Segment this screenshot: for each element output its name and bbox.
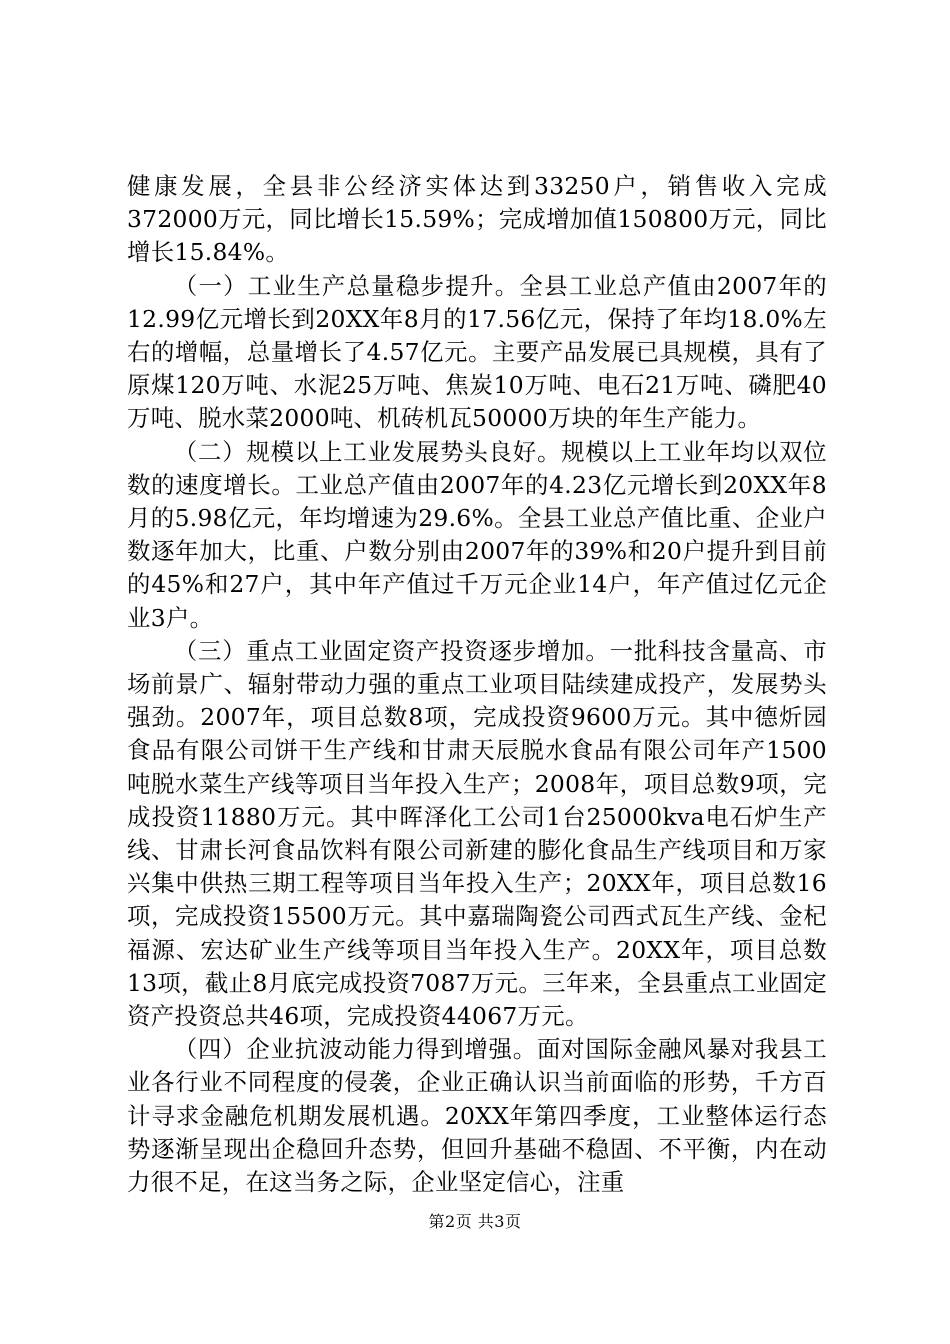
page-footer: 第2页 共3页 (428, 1212, 522, 1231)
paragraph-fixed-asset-investment: （三）重点工业固定资产投资逐步增加。一批科技含量高、市场前景广、辐射带动力强的重点工业项目陆续建成投产，发展势头强劲。2007年，项目总数8项，完成投资9600万元。其中德炘园食品有限公司饼干生产线和甘肃天辰脱水食品有限公司年产1500吨脱水菜生产线等项目当年投入生产；2008年，项目总数9项，完成投资11880万元。其中晖泽化工公司1台25000kva电石炉生产线、甘肃长河食品饮料有限公司新建的膨化食品生产线项目和万家兴集中供热三期工程等项目当年投入生产；20XX年，项目总数16项，完成投资15500万元。其中嘉瑞陶瓷公司西式瓦生产线、金杞福源、宏达矿业生产线等项目当年投入生产。20XX年，项目总数13项，截止8月底完成投资7087万元。三年来，全县重点工业固定资产投资总共46项，完成投资44067万元。 (127, 636, 827, 1031)
paragraph-large-scale-industry: （二）规模以上工业发展势头良好。规模以上工业年均以双位数的速度增长。工业总产值由2007年的4.23亿元增长到20XX年8月的5.98亿元，年均增速为29.6%。全县工业总产值比重、企业户数逐年加大，比重、户数分别由2007年的39%和20户提升到目前的45%和27户，其中年产值过千万元企业14户，年产值过亿元企业3户。 (127, 437, 827, 632)
document-body (127, 170, 827, 1199)
paragraph-industrial-output: （一）工业生产总量稳步提升。全县工业总产值由2007年的12.99亿元增长到20XX年8月的17.56亿元，保持了年均18.0%左右的增幅，总量增长了4.57亿元。主要产品发展已具规模，具有了原煤120万吨、水泥25万吨、焦炭10万吨、电石21万吨、磷肥40万吨、脱水菜2000吨、机砖机瓦50000万块的年生产能力。 (127, 271, 827, 433)
paragraph-intro: 健康发展，全县非公经济实体达到33250户，销售收入完成372000万元，同比增长15.59%；完成增加值150800万元，同比增长15.84%。 (127, 172, 827, 267)
paragraph-resilience: （四）企业抗波动能力得到增强。面对国际金融风暴对我县工业各行业不同程度的侵袭，企业正确认识当前面临的形势，千方百计寻求金融危机期发展机遇。20XX年第四季度，工业整体运行态势逐渐呈现出企稳回升态势，但回升基础不稳固、不平衡，内在动力很不足，在这当务之际，企业坚定信心，注重 (127, 1035, 827, 1197)
